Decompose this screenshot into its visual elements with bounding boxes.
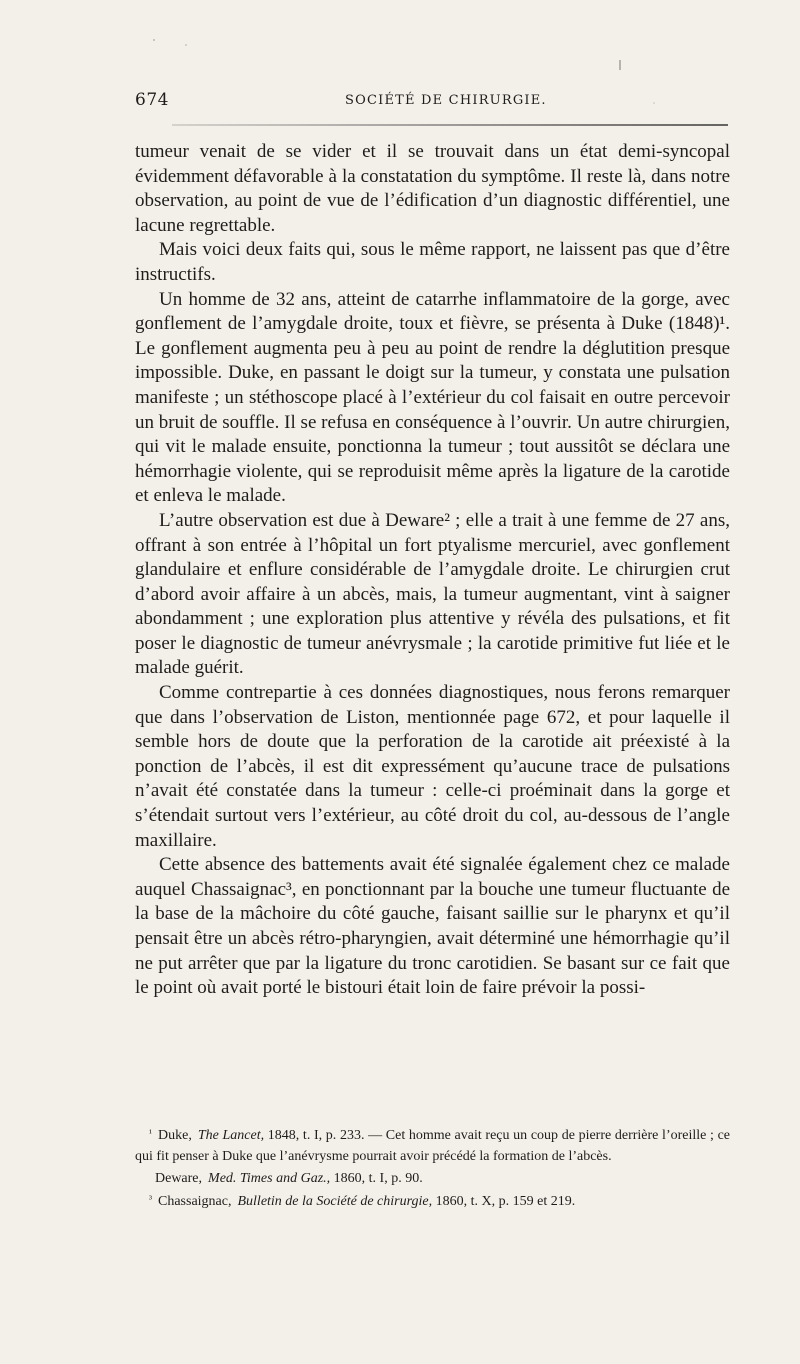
footnote-text: 1860, t. X, p. 159 et 219. (435, 1193, 576, 1209)
paragraph: Un homme de 32 ans, atteint de catarrhe inflammatoire de la gorge, avec gonflement de l’amygdale droite, toux et fièvre, se présenta à Duke (1848)¹. Le gonflement augmenta peu à peu au point de rendre la déglutition presque impossible. Duke, en passant le doigt sur la tumeur, y constata une pulsation manifeste ; un stéthoscope placé à l’extérieur du col faisait en outre percevoir un bruit de souffle. Il se refusa en conséquence à l’ouvrir. Un autre chirurgien, qui vit le malade ensuite, ponctionna la tumeur ; tout aussitôt se déclara une hémorrhagie violente, qui se reproduisit même après la ligature de la carotide et enleva le malade. (135, 288, 730, 507)
footnotes (135, 1124, 730, 1212)
footnote-author: Deware, (155, 1171, 203, 1186)
footnote-title: The Lancet, (197, 1128, 265, 1143)
footnote (135, 1124, 730, 1167)
footnote-title: Med. Times and Gaz., (208, 1171, 331, 1186)
footnote-mark: ³ (149, 1193, 152, 1205)
paragraph: Cette absence des battements avait été signalée également chez ce malade auquel Chassaignac³, en ponctionnant par la bouche une tumeur fluctuante de la base de la mâchoire du côté gauche, faisant saillie sur le pharynx et qu’il pensait être un abcès rétro-pharyngien, avait déterminé une hémorrhagie qu’il ne put arrêter que par la ligature du tronc carotidien. Se basant sur ce fait que le point où avait porté le bistouri était loin de faire prévoir la possi- (135, 854, 730, 999)
footnote-mark: ¹ (149, 1128, 152, 1139)
main-text (135, 140, 730, 1001)
footnote-text: 1860, t. I, p. 90. (333, 1171, 423, 1186)
footnote-author: Duke, (158, 1128, 192, 1143)
page-header (135, 90, 730, 114)
paragraph: Mais voici deux faits qui, sous le même rapport, ne laissent pas que d’être instructifs. (135, 239, 730, 285)
footnote (135, 1190, 730, 1213)
paragraph: tumeur venait de se vider et il se trouvait dans un état demi-syncopal évidemment défavorable à la constatation du symptôme. Il reste là, dans notre observation, au point de vue de l’édification d’un diagnostic différentiel, une lacune regrettable. (135, 141, 730, 236)
footnote-text: 1848, t. I, p. 233. — Cet homme avait reçu un coup de pierre derrière l’oreille ; ce qui fit penser à Duke que l’anévrysme pourrait avoir précédé la formation de l’abcès. (135, 1128, 731, 1164)
footnote-author: Chassaignac, (158, 1193, 232, 1209)
paragraph: Comme contrepartie à ces données diagnostiques, nous ferons remarquer que dans l’observation de Liston, mentionnée page 672, et pour laquelle il semble hors de doute que la perforation de la carotide ait préexisté à la ponction de l’abcès, il est dit expressément qu’aucune trace de pulsations n’avait été constatée dans la tumeur : celle-ci proéminait dans la gorge et s’étendait surtout vers l’extérieur, au côté droit du col, au-dessous de l’angle maxillaire. (135, 682, 730, 851)
header-rule (172, 124, 728, 126)
paragraph: L’autre observation est due à Deware² ; elle a trait à une femme de 27 ans, offrant à son entrée à l’hôpital un fort ptyalisme mercuriel, avec gonflement glandulaire et enflure considérable de l’amygdale droite. Le chirurgien crut d’abord avoir affaire à un abcès, mais, la tumeur augmentant, vint à saigner abondamment ; une exploration plus attentive y révéla des pulsations, et fit poser le diagnostic de tumeur anévrysmale ; la carotide primitive fut liée et le malade guérit. (135, 509, 730, 679)
running-head: SOCIÉTÉ DE CHIRURGIE. (345, 93, 547, 108)
footnote (135, 1167, 730, 1190)
page-number: 674 (135, 90, 169, 110)
footnote-title: Bulletin de la Société de chirurgie, (237, 1193, 433, 1209)
